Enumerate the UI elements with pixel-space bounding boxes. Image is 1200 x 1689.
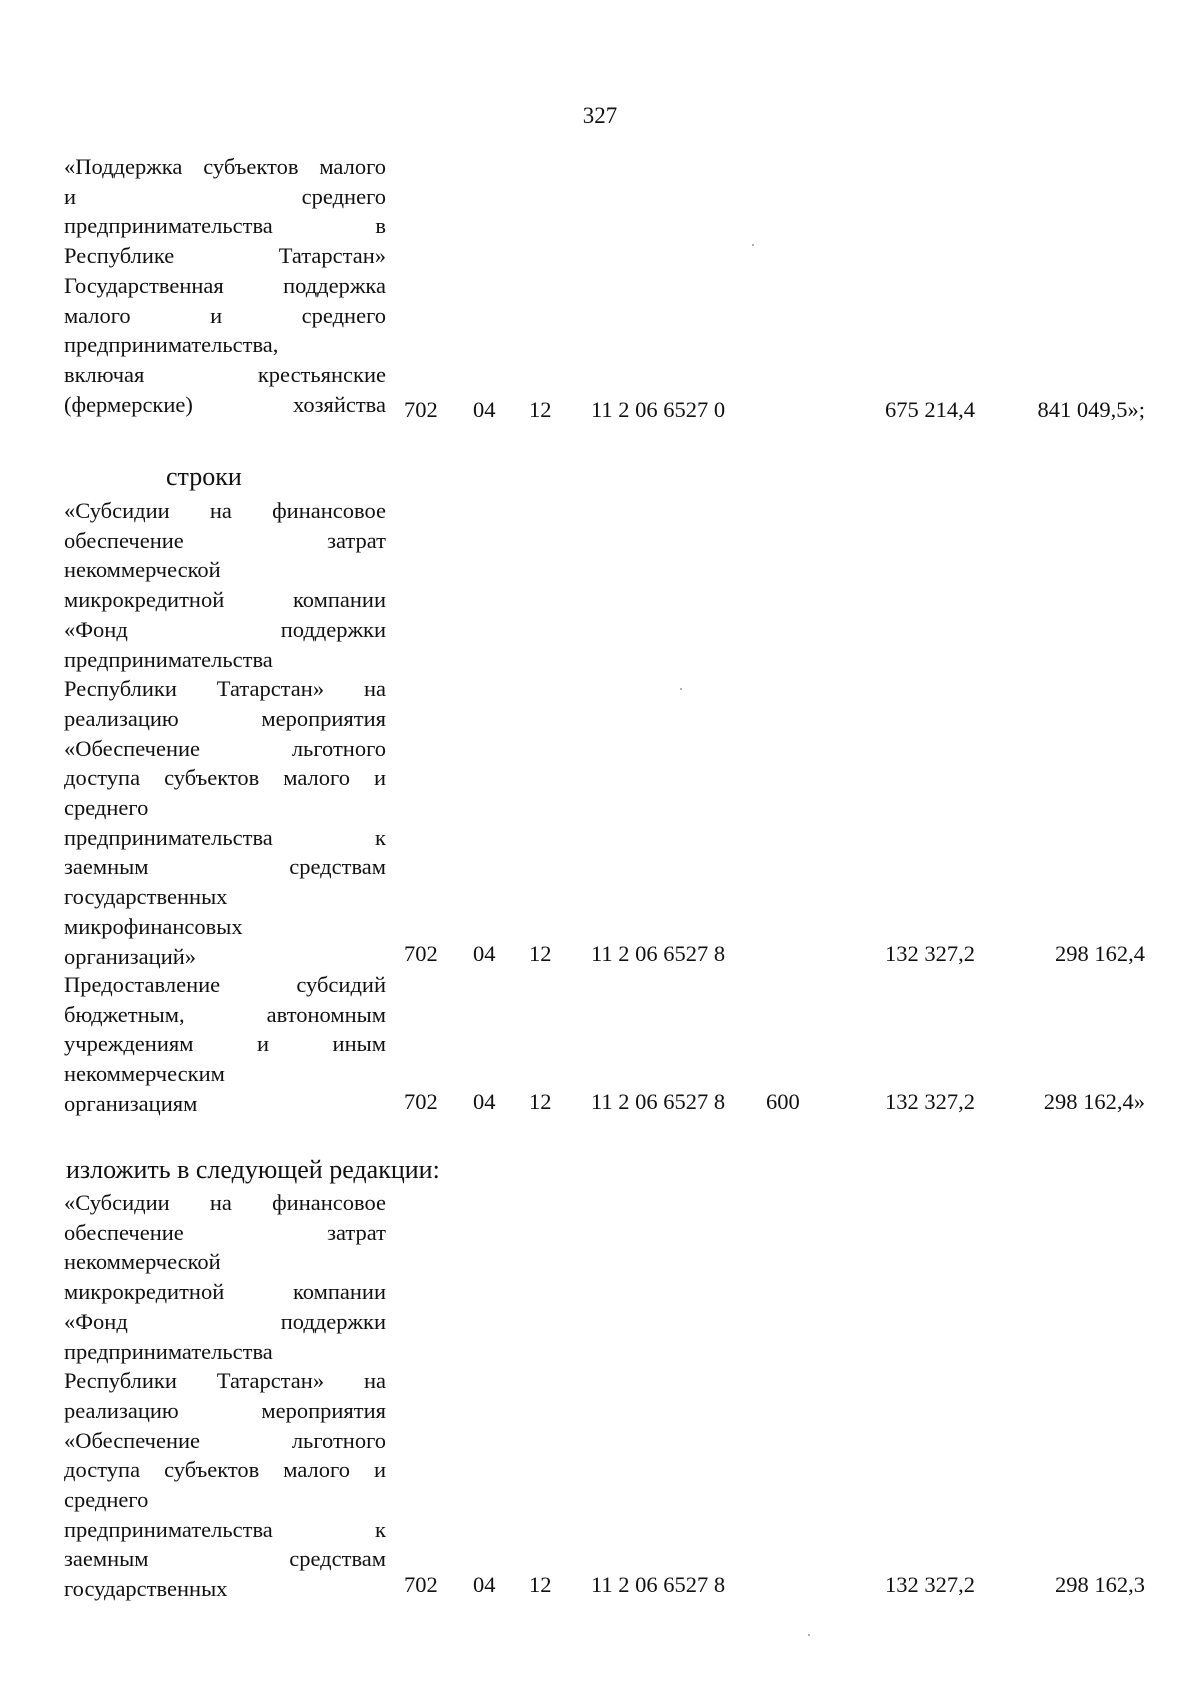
description-line: доступа субъектов малого и xyxy=(64,765,386,791)
pr-code: 12 xyxy=(529,941,552,966)
description-line: «Поддержка субъектов малого xyxy=(64,154,386,179)
heading-rows: строки xyxy=(166,462,242,491)
description-line: «Субсидии на финансовое xyxy=(64,1190,386,1215)
description-line: государственных xyxy=(64,884,228,910)
pr-code: 12 xyxy=(529,1572,552,1597)
csr-code: 11 2 06 6527 8 xyxy=(591,1089,726,1114)
description-line: Республике Татарстан» xyxy=(64,243,386,269)
description-line: включая крестьянские xyxy=(64,362,386,388)
row-description xyxy=(64,1188,386,1604)
description-line: обеспечение затрат xyxy=(64,1219,386,1245)
description-line: малого и среднего xyxy=(64,302,386,328)
sum-2: 298 162,4 xyxy=(1055,941,1145,966)
description-line: предпринимательства в xyxy=(64,213,386,239)
scan-speck xyxy=(752,244,754,246)
description-line: (фермерские) хозяйства xyxy=(64,391,386,417)
rz-code: 04 xyxy=(473,1572,496,1597)
description-line: некоммерческой xyxy=(64,557,221,583)
csr-code: 11 2 06 6527 8 xyxy=(591,941,726,966)
description-line: «Субсидии на финансовое xyxy=(64,498,386,523)
description-line: учреждениям и иным xyxy=(64,1031,386,1057)
sum-2: 298 162,3 xyxy=(1055,1572,1145,1597)
rz-code: 04 xyxy=(473,941,496,966)
table-row xyxy=(0,1572,1200,1602)
program-title xyxy=(64,152,386,271)
sum-1: 132 327,2 xyxy=(885,1089,975,1114)
scan-speck xyxy=(680,688,682,690)
description-line: государственных xyxy=(64,1576,228,1602)
description-line: предпринимательства к xyxy=(64,824,386,850)
description-line: «Обеспечение льготного xyxy=(64,735,386,761)
table-row xyxy=(0,941,1200,971)
description-line: доступа субъектов малого и xyxy=(64,1457,386,1483)
ved-code: 702 xyxy=(404,397,438,422)
description-line: микрофинансовых xyxy=(64,913,243,939)
description-line: Республики Татарстан» на xyxy=(64,676,386,702)
vr-code: 600 xyxy=(766,1089,800,1114)
description-line: и среднего xyxy=(64,183,386,209)
description-line: организаций» xyxy=(64,943,197,969)
description-line: микрокредитной компании xyxy=(64,1279,386,1305)
table-row xyxy=(0,1089,1200,1119)
csr-code: 11 2 06 6527 8 xyxy=(591,1572,726,1597)
csr-code: 11 2 06 6527 0 xyxy=(591,397,726,422)
sum-1: 132 327,2 xyxy=(885,1572,975,1597)
pr-code: 12 xyxy=(529,397,552,422)
description-line: среднего xyxy=(64,795,149,821)
ved-code: 702 xyxy=(404,1089,438,1114)
description-line: микрокредитной компании xyxy=(64,587,386,613)
description-line: бюджетным, автономным xyxy=(64,1001,386,1027)
description-line: предпринимательства, xyxy=(64,332,279,358)
description-line: заемным средствам xyxy=(64,1546,386,1572)
page-number: 327 xyxy=(582,103,618,128)
description-line: Предоставление субсидий xyxy=(64,972,386,997)
description-line: «Фонд поддержки xyxy=(64,616,386,642)
description-line: предпринимательства xyxy=(64,646,273,672)
ved-code: 702 xyxy=(404,1572,438,1597)
description-line: «Обеспечение льготного xyxy=(64,1427,386,1453)
description-line: реализацию мероприятия xyxy=(64,705,386,731)
description-line: некоммерческой xyxy=(64,1249,221,1275)
description-line: предпринимательства к xyxy=(64,1516,386,1542)
sum-1: 132 327,2 xyxy=(885,941,975,966)
table-row xyxy=(0,397,1200,427)
ved-code: 702 xyxy=(404,941,438,966)
rz-code: 04 xyxy=(473,397,496,422)
description-line: обеспечение затрат xyxy=(64,527,386,553)
rz-code: 04 xyxy=(473,1089,496,1114)
sum-1: 675 214,4 xyxy=(885,397,975,422)
description-line: Государственная поддержка xyxy=(64,273,386,298)
description-line: предпринимательства xyxy=(64,1338,273,1364)
heading-edition: изложить в следующей редакции: xyxy=(66,1155,440,1184)
description-line: некоммерческим xyxy=(64,1061,225,1087)
sum-2: 841 049,5»; xyxy=(1037,397,1145,422)
description-line: «Фонд поддержки xyxy=(64,1308,386,1334)
pr-code: 12 xyxy=(529,1089,552,1114)
description-line: реализацию мероприятия xyxy=(64,1397,386,1423)
row-description xyxy=(64,496,386,971)
description-line: заемным средствам xyxy=(64,854,386,880)
description-line: организациям xyxy=(64,1090,198,1116)
scan-speck xyxy=(808,1634,810,1636)
description-line: Республики Татарстан» на xyxy=(64,1368,386,1394)
sum-2: 298 162,4» xyxy=(1043,1089,1145,1114)
description-line: среднего xyxy=(64,1487,149,1513)
